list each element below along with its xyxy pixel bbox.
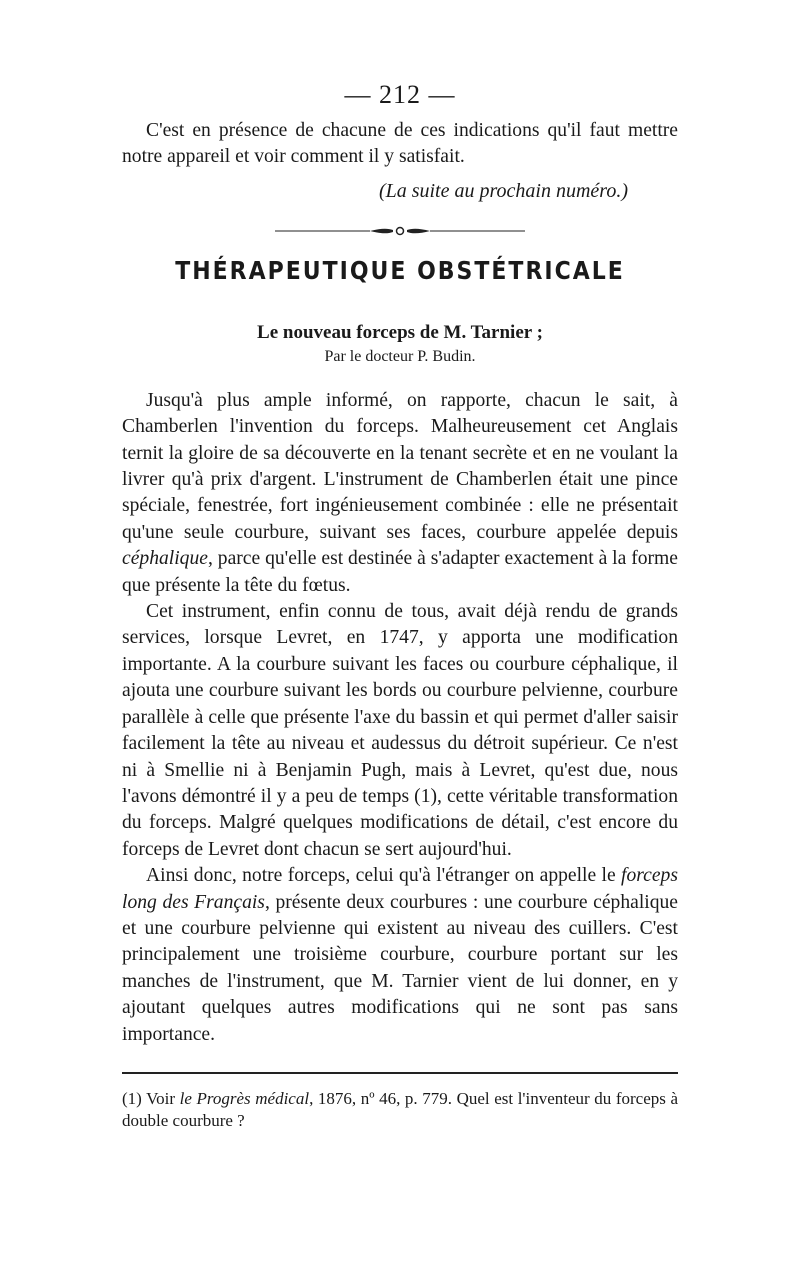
page [122,80,678,1132]
paragraph-1-emphasis: céphalique [122,548,208,570]
paragraph-1-text-b: , parce qu'elle est destinée à s'adapter exactement à la forme que présente la tête du fœtus. [122,548,678,596]
paragraph-2: Cet instrument, enfin connu de tous, avait déjà rendu de grands services, lorsque Levret, en 1747, y apporta une modification importante. A la courbure suivant les faces ou courbure céphalique, il ajouta une courbure suivant les bords ou courbure pelvienne, courbure parallèle à celle que présente l'axe du bassin et qui permet d'aller saisir facilement la tête au niveau et audessus du détroit supérieur. Ce n'est ni à Smellie ni à Benjamin Pugh, mais à Levret, qu'est due, nous l'avons démontré il y a peu de temps (1), cette véritable transformation du forceps. Malgré quelques modifications de détail, c'est encore du forceps de Levret dont chacun se sert aujourd'hui. [122,601,678,860]
continuation-note: (La suite au prochain numéro.) [378,179,628,202]
footnote-divider [122,1072,678,1074]
paragraph-3-emphasis: forceps long des Français [122,865,678,913]
section-title: THÉRAPEUTIQUE OBSTÉTRICALE [175,256,625,286]
footnote [122,1088,678,1132]
intro-paragraph: C'est en présence de chacune de ces indications qu'il faut mettre notre appareil et voir comment il y satisfait. [122,120,678,168]
paragraph-1 [122,388,678,599]
paragraph-3-text-a: Ainsi donc, notre forceps, celui qu'à l'étranger on appelle le [146,865,616,887]
paragraph-3 [122,863,678,1048]
page-number: — 212 — [344,80,456,109]
paragraph-3-text-b: , présente deux courbures : une courbure céphalique et une courbure pelvienne qui existent au niveau des cuillers. C'est principalement une troisième courbure, courbure portant sur les manches de l'instrument, que M. Tarnier vient de lui donner, en y ajoutant quelques autres modifications qui ne sont pas sans importance. [122,891,678,1045]
footnote-text-a: (1) Voir [122,1088,176,1108]
byline: Par le docteur P. Budin. [324,347,476,365]
article-title: Le nouveau forceps de M. Tarnier ; [257,321,543,343]
paragraph-1-text-a: Jusqu'à plus ample informé, on rapporte, chacun le sait, à Chamberlen l'invention du forceps. Malheureusement cet Anglais ternit la gloire de sa découverte en la tenant secrète et en ne voulant la livrer qu'à prix d'argent. L'instrument de Chamberlen était une pince spéciale, fenestrée, fort ingénieusement combinée : elle ne présentait qu'une seule courbure, suivant ses faces, courbure appelée depuis [122,389,678,543]
flourish-divider-icon [275,225,525,237]
footnote-text-b: , 1876, nº 46, p. 779. Quel est l'inventeur du forceps à double courbure ? [122,1088,679,1130]
footnote-emphasis: le Progrès médical [179,1088,310,1108]
